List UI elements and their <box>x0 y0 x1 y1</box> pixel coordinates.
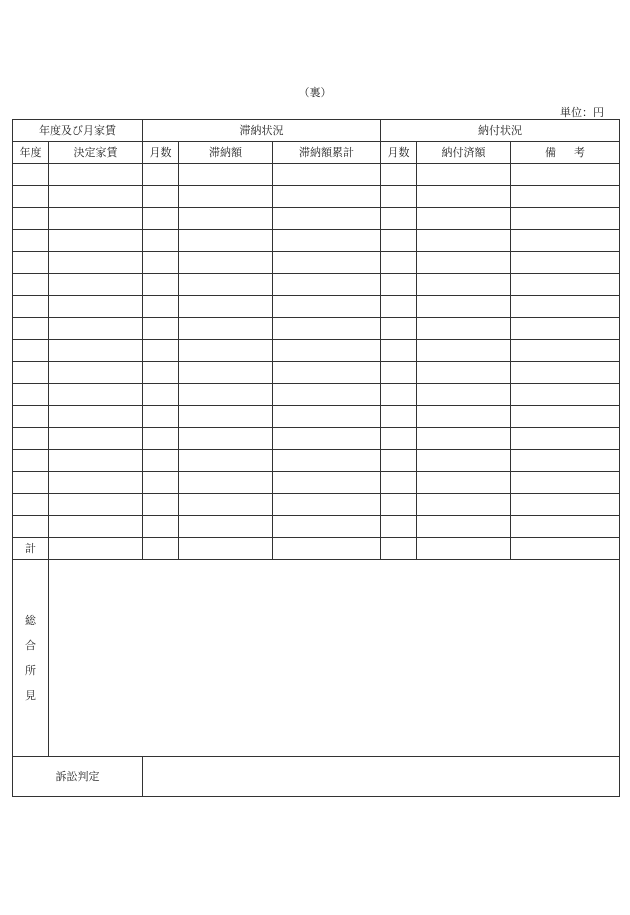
table-cell[interactable] <box>381 450 417 472</box>
table-cell[interactable] <box>381 472 417 494</box>
table-cell[interactable] <box>13 406 49 428</box>
table-cell[interactable] <box>273 186 381 208</box>
table-cell[interactable] <box>273 340 381 362</box>
total-cell <box>511 538 620 560</box>
table-cell[interactable] <box>49 472 143 494</box>
table-cell[interactable] <box>381 164 417 186</box>
table-cell[interactable] <box>143 208 179 230</box>
table-cell[interactable] <box>49 384 143 406</box>
table-cell[interactable] <box>143 494 179 516</box>
lawsuit-field[interactable] <box>143 757 620 797</box>
group-header-rent: 年度及び月家賃 <box>13 120 143 142</box>
table-row <box>13 384 620 406</box>
table-row <box>13 494 620 516</box>
col-header-remarks <box>511 142 620 164</box>
table-cell[interactable] <box>143 230 179 252</box>
table-cell[interactable] <box>273 384 381 406</box>
table-row <box>13 472 620 494</box>
table-cell[interactable] <box>417 516 511 538</box>
table-cell[interactable] <box>13 208 49 230</box>
table-row <box>13 450 620 472</box>
table-row <box>13 164 620 186</box>
table-row <box>13 362 620 384</box>
col-header-decided-rent: 決定家賃 <box>49 142 143 164</box>
table-cell[interactable] <box>49 450 143 472</box>
total-row <box>13 538 620 560</box>
group-header-payment: 納付状況 <box>381 120 620 142</box>
lawsuit-label: 訴訟判定 <box>13 757 143 797</box>
total-cell <box>179 538 273 560</box>
table-cell[interactable] <box>417 494 511 516</box>
table-cell[interactable] <box>381 274 417 296</box>
table-cell[interactable] <box>143 186 179 208</box>
table-row <box>13 208 620 230</box>
total-label: 計 <box>13 538 49 560</box>
table-cell[interactable] <box>13 472 49 494</box>
table-cell[interactable] <box>179 384 273 406</box>
table-cell[interactable] <box>511 362 620 384</box>
table-cell[interactable] <box>179 274 273 296</box>
table-cell[interactable] <box>417 296 511 318</box>
table-cell[interactable] <box>13 340 49 362</box>
table-cell[interactable] <box>273 516 381 538</box>
table-cell[interactable] <box>417 230 511 252</box>
table-cell[interactable] <box>13 164 49 186</box>
table-cell[interactable] <box>13 384 49 406</box>
table-cell[interactable] <box>511 274 620 296</box>
overall-opinion-label <box>13 560 49 757</box>
table-cell[interactable] <box>179 428 273 450</box>
table-cell[interactable] <box>273 230 381 252</box>
table-cell[interactable] <box>417 340 511 362</box>
table-cell[interactable] <box>381 252 417 274</box>
table-cell[interactable] <box>417 252 511 274</box>
table-cell[interactable] <box>417 472 511 494</box>
col-header-remarks-text: 備考 <box>545 146 603 159</box>
table-cell[interactable] <box>511 164 620 186</box>
column-header-row <box>13 142 620 164</box>
table-cell[interactable] <box>273 208 381 230</box>
opinion-label-char: 見 <box>25 688 36 702</box>
table-row <box>13 296 620 318</box>
table-cell[interactable] <box>179 494 273 516</box>
col-header-arrears-cumulative: 滞納額累計 <box>273 142 381 164</box>
table-cell[interactable] <box>179 186 273 208</box>
table-cell[interactable] <box>179 472 273 494</box>
table-cell[interactable] <box>381 384 417 406</box>
table-cell[interactable] <box>511 252 620 274</box>
table-row <box>13 516 620 538</box>
table-cell[interactable] <box>179 230 273 252</box>
rent-arrears-table <box>12 119 620 797</box>
table-cell[interactable] <box>511 340 620 362</box>
table-cell[interactable] <box>511 296 620 318</box>
table-cell[interactable] <box>49 186 143 208</box>
table-cell[interactable] <box>417 208 511 230</box>
table-row <box>13 406 620 428</box>
table-cell[interactable] <box>49 252 143 274</box>
table-cell[interactable] <box>13 230 49 252</box>
table-cell[interactable] <box>417 274 511 296</box>
table-cell[interactable] <box>511 318 620 340</box>
table-cell[interactable] <box>179 164 273 186</box>
table-cell[interactable] <box>381 428 417 450</box>
table-row <box>13 340 620 362</box>
table-cell[interactable] <box>13 252 49 274</box>
table-cell[interactable] <box>381 208 417 230</box>
table-cell[interactable] <box>417 362 511 384</box>
table-cell[interactable] <box>143 516 179 538</box>
table-cell[interactable] <box>273 296 381 318</box>
table-row <box>13 318 620 340</box>
table-cell[interactable] <box>49 516 143 538</box>
table-row <box>13 428 620 450</box>
table-cell[interactable] <box>417 318 511 340</box>
table-cell[interactable] <box>511 472 620 494</box>
table-cell[interactable] <box>49 340 143 362</box>
table-cell[interactable] <box>273 494 381 516</box>
total-cell <box>49 538 143 560</box>
table-cell[interactable] <box>143 428 179 450</box>
page-title: （裏） <box>298 86 332 99</box>
table-cell[interactable] <box>13 428 49 450</box>
table-cell[interactable] <box>143 296 179 318</box>
table-cell[interactable] <box>179 340 273 362</box>
table-cell[interactable] <box>417 186 511 208</box>
table-cell[interactable] <box>417 384 511 406</box>
total-cell <box>273 538 381 560</box>
table-row <box>13 230 620 252</box>
table-cell[interactable] <box>143 252 179 274</box>
table-cell[interactable] <box>143 384 179 406</box>
table-cell[interactable] <box>273 472 381 494</box>
table-cell[interactable] <box>273 428 381 450</box>
table-cell[interactable] <box>49 362 143 384</box>
table-cell[interactable] <box>49 428 143 450</box>
table-cell[interactable] <box>381 186 417 208</box>
table-cell[interactable] <box>417 164 511 186</box>
table-cell[interactable] <box>381 340 417 362</box>
col-header-payment-months: 月数 <box>381 142 417 164</box>
table-cell[interactable] <box>179 516 273 538</box>
opinion-label-char: 合 <box>25 638 36 652</box>
col-header-year: 年度 <box>13 142 49 164</box>
table-cell[interactable] <box>511 494 620 516</box>
table-cell[interactable] <box>511 230 620 252</box>
table-row <box>13 252 620 274</box>
table-cell[interactable] <box>143 318 179 340</box>
table-cell[interactable] <box>381 516 417 538</box>
table-cell[interactable] <box>511 186 620 208</box>
table-cell[interactable] <box>417 450 511 472</box>
table-row <box>13 274 620 296</box>
table-cell[interactable] <box>511 428 620 450</box>
total-cell <box>417 538 511 560</box>
table-cell[interactable] <box>49 406 143 428</box>
opinion-label-char: 総 <box>25 613 36 627</box>
table-cell[interactable] <box>143 362 179 384</box>
table-cell[interactable] <box>273 362 381 384</box>
table-cell[interactable] <box>381 362 417 384</box>
table-cell[interactable] <box>381 318 417 340</box>
table-cell[interactable] <box>511 516 620 538</box>
table-cell[interactable] <box>49 164 143 186</box>
table-cell[interactable] <box>179 208 273 230</box>
table-cell[interactable] <box>143 164 179 186</box>
table-cell[interactable] <box>143 274 179 296</box>
overall-opinion-row <box>13 560 620 757</box>
table-cell[interactable] <box>13 186 49 208</box>
group-header-arrears: 滞納状況 <box>143 120 381 142</box>
table-cell[interactable] <box>143 450 179 472</box>
group-header-row <box>13 120 620 142</box>
table-cell[interactable] <box>273 164 381 186</box>
table-cell[interactable] <box>273 252 381 274</box>
unit-label: 単位：円 <box>560 106 604 119</box>
table-cell[interactable] <box>143 406 179 428</box>
table-cell[interactable] <box>49 274 143 296</box>
table-cell[interactable] <box>143 472 179 494</box>
total-cell <box>143 538 179 560</box>
table-cell[interactable] <box>273 318 381 340</box>
table-cell[interactable] <box>381 230 417 252</box>
table-cell[interactable] <box>381 406 417 428</box>
table-cell[interactable] <box>49 296 143 318</box>
table-cell[interactable] <box>273 450 381 472</box>
table-cell[interactable] <box>49 318 143 340</box>
table-cell[interactable] <box>417 428 511 450</box>
table-cell[interactable] <box>273 406 381 428</box>
table-cell[interactable] <box>179 318 273 340</box>
table-cell[interactable] <box>417 406 511 428</box>
table-cell[interactable] <box>49 208 143 230</box>
table-cell[interactable] <box>13 494 49 516</box>
table-cell[interactable] <box>381 494 417 516</box>
table-cell[interactable] <box>511 384 620 406</box>
table-cell[interactable] <box>273 274 381 296</box>
table-cell[interactable] <box>511 406 620 428</box>
table-cell[interactable] <box>13 450 49 472</box>
table-cell[interactable] <box>49 230 143 252</box>
opinion-label-char: 所 <box>25 663 36 677</box>
table-cell[interactable] <box>13 274 49 296</box>
lawsuit-row <box>13 757 620 797</box>
table-cell[interactable] <box>13 516 49 538</box>
table-cell[interactable] <box>511 450 620 472</box>
table-cell[interactable] <box>49 494 143 516</box>
overall-opinion-field[interactable] <box>49 560 620 757</box>
col-header-arrears-amount: 滞納額 <box>179 142 273 164</box>
col-header-arrears-months: 月数 <box>143 142 179 164</box>
table-cell[interactable] <box>381 296 417 318</box>
table-cell[interactable] <box>143 340 179 362</box>
table-cell[interactable] <box>13 296 49 318</box>
table-row <box>13 186 620 208</box>
total-cell <box>381 538 417 560</box>
table-cell[interactable] <box>179 252 273 274</box>
table-cell[interactable] <box>179 450 273 472</box>
table-cell[interactable] <box>179 406 273 428</box>
table-cell[interactable] <box>179 296 273 318</box>
table-cell[interactable] <box>179 362 273 384</box>
table-cell[interactable] <box>13 362 49 384</box>
table-cell[interactable] <box>13 318 49 340</box>
col-header-paid-amount: 納付済額 <box>417 142 511 164</box>
table-cell[interactable] <box>511 208 620 230</box>
